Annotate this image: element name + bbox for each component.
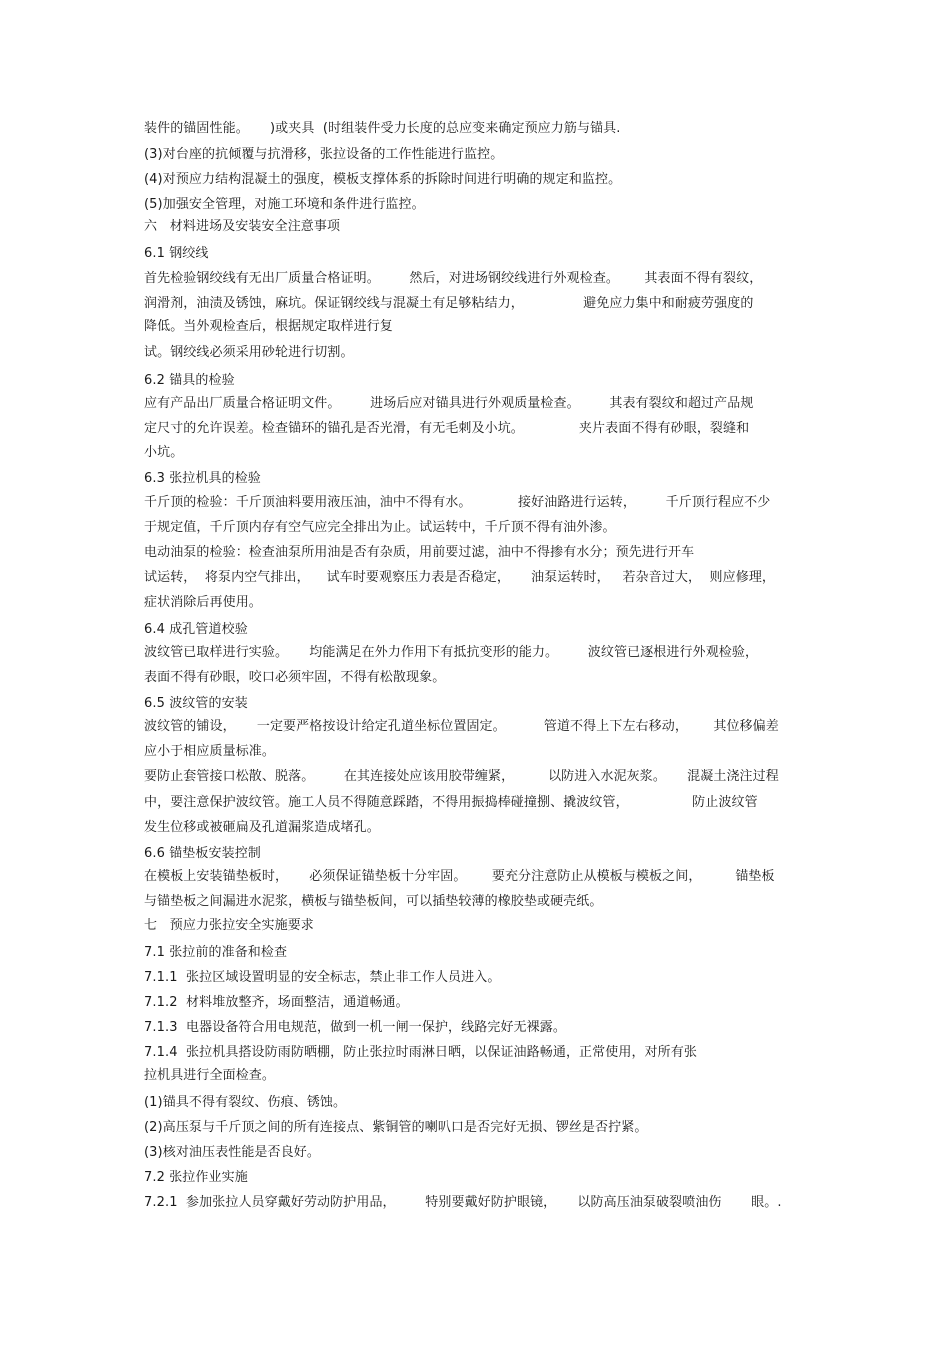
text-line: 在模板上安装锚垫板时， 必须保证锚垫板十分牢固。 要充分注意防止从模板与模板之间， 锚垫板: [144, 869, 775, 884]
subsection-heading: 6.2 锚具的检验: [144, 373, 235, 388]
subsection-heading: 7.2 张拉作业实施: [144, 1170, 248, 1185]
text-line: 发生位移或被砸扁及孔道漏浆造成堵孔。: [144, 820, 380, 835]
text-line: 试运转， 将泵内空气排出， 试车时要观察压力表是否稳定， 油泵运转时， 若杂音过大， 则应修理，: [144, 570, 776, 585]
text-line: 降低。当外观检查后，根据规定取样进行复: [144, 319, 393, 334]
subsection-heading: 6.6 锚垫板安装控制: [144, 846, 261, 861]
text-line: 中，要注意保护波纹管。施工人员不得随意踩踏，不得用振捣棒碰撞捌、撬波纹管， 防止波纹管: [144, 795, 758, 810]
text-line: 小坑。: [144, 445, 184, 460]
text-line: 试。钢绞线必须采用砂轮进行切割。: [144, 345, 354, 360]
text-line: 症状消除后再使用。: [144, 595, 262, 610]
text-line: (1)锚具不得有裂纹、伤痕、锈蚀。: [144, 1095, 347, 1110]
text-line: 应小于相应质量标准。: [144, 744, 276, 759]
text-line: 拉机具进行全面检查。: [144, 1068, 276, 1083]
text-line: (2)高压泵与千斤顶之间的所有连接点、紫铜管的喇叭口是否完好无损、锣丝是否拧紧。: [144, 1120, 648, 1135]
text-line: 要防止套管接口松散、脱落。 在其连接处应该用胶带缠紧， 以防进入水泥灰浆。 混凝土浇注过程: [144, 769, 779, 784]
text-line: 应有产品出厂质量合格证明文件。 进场后应对锚具进行外观质量检查。 其表有裂纹和超过产品规: [144, 396, 754, 411]
section-heading: 六 材料进场及安装安全注意事项: [144, 219, 341, 234]
subsection-heading: 6.5 波纹管的安装: [144, 696, 248, 711]
text-line: 首先检验钢绞线有无出厂质量合格证明。 然后，对进场钢绞线进行外观检查。 其表面不得有裂纹，: [144, 271, 763, 286]
text-line: 波纹管已取样进行实验。 均能满足在外力作用下有抵抗变形的能力。 波纹管已逐根进行外观检验，: [144, 645, 759, 660]
text-line: 于规定值，千斤顶内存有空气应完全排出为止。试运转中，千斤顶不得有油外渗。: [144, 520, 616, 535]
text-line: 润滑剂，油渍及锈蚀，麻坑。保证钢绞线与混凝土有足够粘结力， 避免应力集中和耐疲劳强度的: [144, 296, 754, 311]
subsection-heading: 7.1 张拉前的准备和检查: [144, 945, 288, 960]
text-line: 7.1.1 张拉区域设置明显的安全标志，禁止非工作人员进入。: [144, 970, 501, 985]
text-line: 7.2.1 参加张拉人员穿戴好劳动防护用品， 特别要戴好防护眼镜， 以防高压油泵破裂喷油伤 眼。.: [144, 1195, 782, 1210]
text-line: 表面不得有砂眼，咬口必须牢固，不得有松散现象。: [144, 670, 446, 685]
text-line: 7.1.3 电器设备符合用电规范，做到一机一闸一保护，线路完好无裸露。: [144, 1020, 566, 1035]
text-line: (3)对台座的抗倾覆与抗滑移，张拉设备的工作性能进行监控。: [144, 147, 504, 162]
text-line: (4)对预应力结构混凝土的强度，模板支撑体系的拆除时间进行明确的规定和监控。: [144, 172, 622, 187]
text-line: 7.1.4 张拉机具搭设防雨防晒棚，防止张拉时雨淋日晒，以保证油路畅通，正常使用，对所有张: [144, 1045, 697, 1060]
text-line: (5)加强安全管理，对施工环境和条件进行监控。: [144, 197, 425, 212]
text-line: (3)核对油压表性能是否良好。: [144, 1145, 320, 1160]
text-line: 装件的锚固性能。 )或夹具 (时组装件受力长度的总应变来确定预应力筋与锚具.: [144, 121, 621, 136]
text-line: 7.1.2 材料堆放整齐，场面整洁，通道畅通。: [144, 995, 409, 1010]
text-line: 与锚垫板之间漏进水泥浆，横板与锚垫板间，可以插垫较薄的橡胶垫或硬壳纸。: [144, 894, 603, 909]
section-heading: 七 预应力张拉安全实施要求: [144, 918, 314, 933]
text-line: 电动油泵的检验：检查油泵所用油是否有杂质，用前要过滤，油中不得掺有水分；预先进行开车: [144, 545, 695, 560]
subsection-heading: 6.3 张拉机具的检验: [144, 471, 261, 486]
text-line: 千斤顶的检验：千斤顶油料要用液压油，油中不得有水。 接好油路进行运转， 千斤顶行程应不少: [144, 495, 771, 510]
subsection-heading: 6.1 钢绞线: [144, 246, 209, 261]
text-line: 定尺寸的允许误差。检查锚环的锚孔是否光滑，有无毛刺及小坑。 夹片表面不得有砂眼，裂缝和: [144, 421, 750, 436]
subsection-heading: 6.4 成孔管道校验: [144, 622, 248, 637]
text-line: 波纹管的铺设， 一定要严格按设计给定孔道坐标位置固定。 管道不得上下左右移动， 其位移偏差: [144, 719, 779, 734]
